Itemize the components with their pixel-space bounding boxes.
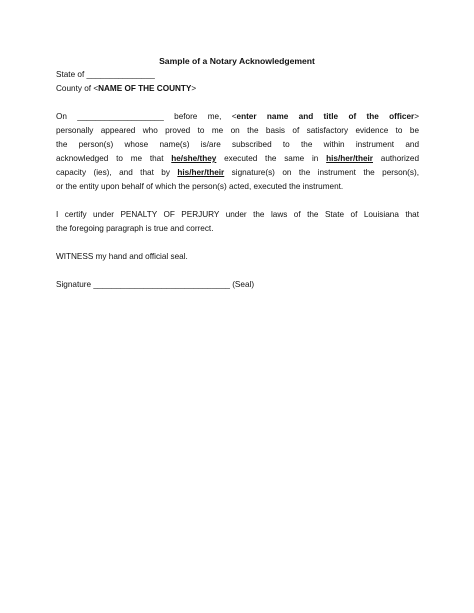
paragraph1-line4	[56, 153, 419, 165]
county-prefix: County of <	[56, 84, 99, 93]
possessive-placeholder: his/her/their	[326, 154, 373, 163]
officer-placeholder: enter name and title of the officer	[236, 112, 415, 121]
line4-part-b: executed the same in	[216, 154, 327, 163]
witness-line: WITNESS my hand and official seal.	[56, 252, 188, 261]
line5-part-b: signature(s) on the instrument the person(s),	[224, 168, 419, 177]
county-suffix: >	[191, 84, 197, 93]
line4-part-c: authorized	[373, 154, 419, 163]
signature-line: Signature ______________________________ (Seal)	[56, 280, 255, 289]
document-title: Sample of a Notary Acknowledgement	[159, 56, 315, 66]
pronoun-placeholder: he/she/they	[171, 154, 217, 163]
officer-bracket-close: >	[414, 112, 420, 121]
paragraph1-line3: the person(s) whose name(s) is/are subscribed to the within instrument and	[56, 140, 419, 149]
line4-part-a: acknowledged to me that	[56, 154, 172, 163]
paragraph1-line6: or the entity upon behalf of which the person(s) acted, executed the instrument.	[56, 182, 344, 191]
county-line	[56, 83, 196, 95]
paragraph2-line1: I certify under PENALTY OF PERJURY under the laws of the State of Louisiana that	[56, 210, 419, 219]
possessive-placeholder-2: his/her/their	[177, 168, 225, 177]
date-blank-text: On ___________________ before me, <	[56, 112, 237, 121]
county-name: NAME OF THE COUNTY	[98, 84, 192, 93]
paragraph1-line1	[56, 111, 419, 123]
paragraph2-line2: the foregoing paragraph is true and correct.	[56, 224, 214, 233]
line5-part-a: capacity (ies), and that by	[56, 168, 178, 177]
state-line: State of _______________	[56, 70, 155, 79]
paragraph1-line5	[56, 167, 419, 179]
paragraph1-line2: personally appeared who proved to me on the basis of satisfactory evidence to be	[56, 126, 419, 135]
